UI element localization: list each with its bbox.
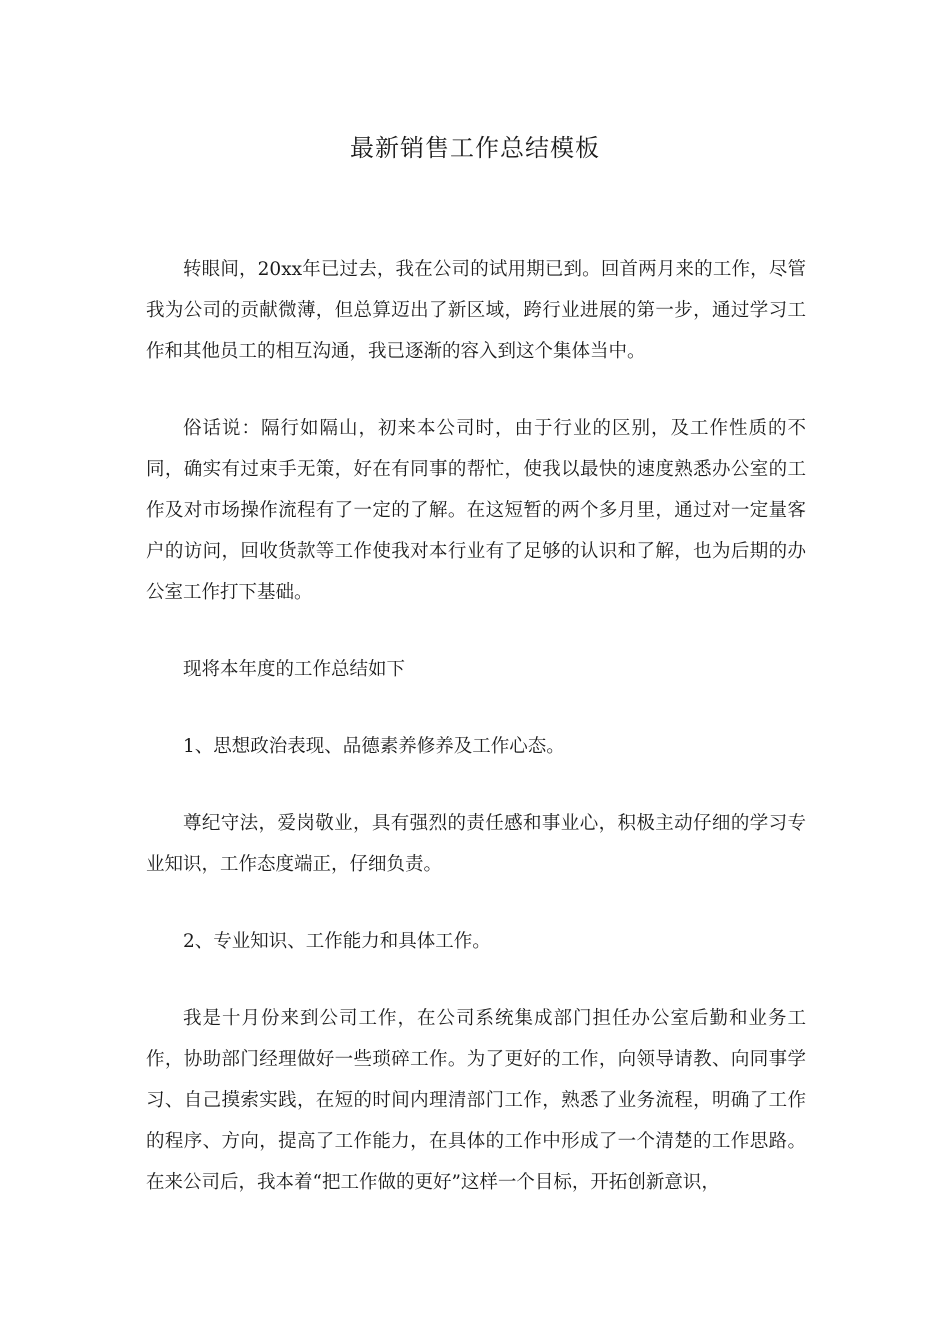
document-body xyxy=(146,249,806,1203)
paragraph-work: 我是十月份来到公司工作，在公司系统集成部门担任办公室后勤和业务工作，协助部门经理做好一些琐碎工作。为了更好的工作，向领导请教、向同事学习、自己摸索实践，在短的时间内理清部门工作，熟悉了业务流程，明确了工作的程序、方向，提高了工作能力，在具体的工作中形成了一个清楚的工作思路。在来公司后，我本着“把工作做的更好”这样一个目标，开拓创新意识， xyxy=(146,1008,806,1193)
paragraph-proverb: 俗话说：隔行如隔山，初来本公司时，由于行业的区别，及工作性质的不同，确实有过束手无策，好在有同事的帮忙，使我以最快的速度熟悉办公室的工作及对市场操作流程有了一定的了解。在这短暂的两个多月里，通过对一定量客户的访问，回收货款等工作使我对本行业有了足够的认识和了解，也为后期的办公室工作打下基础。 xyxy=(146,418,806,603)
section-heading-2: 2、专业知识、工作能力和具体工作。 xyxy=(183,931,491,952)
document-title: 最新销售工作总结模板 xyxy=(350,134,600,162)
section-heading-1: 1、思想政治表现、品德素养修养及工作心态。 xyxy=(183,736,565,757)
paragraph-attitude: 尊纪守法，爱岗敬业，具有强烈的责任感和事业心，积极主动仔细的学习专业知识，工作态度端正，仔细负责。 xyxy=(146,813,806,875)
paragraph-intro: 转眼间，20xx年已过去，我在公司的试用期已到。回首两月来的工作，尽管我为公司的贡献微薄，但总算迈出了新区域，跨行业进展的第一步，通过学习工作和其他员工的相互沟通，我已逐渐的容入到这个集体当中。 xyxy=(146,259,806,362)
paragraph-summary-lead: 现将本年度的工作总结如下 xyxy=(183,659,406,680)
